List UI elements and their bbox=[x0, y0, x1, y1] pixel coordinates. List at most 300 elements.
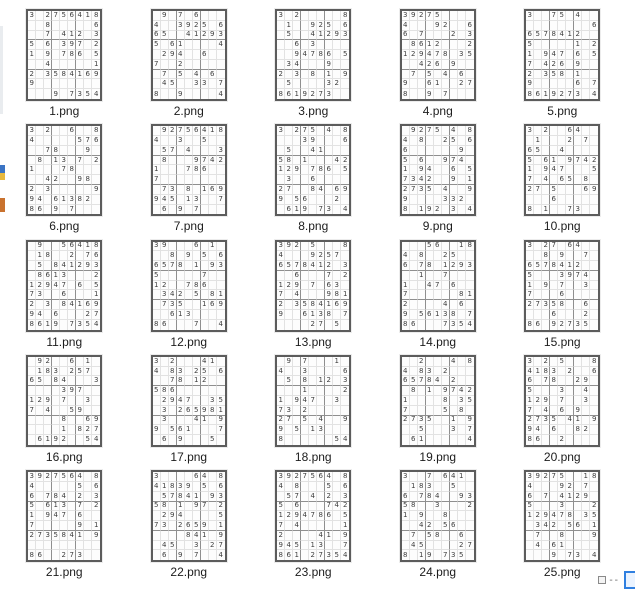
sudoku-cell: 7 bbox=[94, 425, 99, 434]
sudoku-cell bbox=[590, 482, 598, 492]
sudoku-cell bbox=[333, 60, 341, 70]
sudoku-cell bbox=[293, 31, 301, 41]
sudoku-cell bbox=[426, 541, 434, 551]
sudoku-cell bbox=[410, 492, 418, 502]
sudoku-cell: 7 bbox=[36, 531, 44, 541]
sudoku-cell bbox=[542, 531, 550, 541]
sudoku-cell bbox=[458, 60, 466, 70]
sudoku-cell: 8 bbox=[60, 416, 68, 426]
sudoku-cell: 9 bbox=[293, 396, 301, 406]
sudoku-cell bbox=[434, 482, 442, 492]
sudoku-cell: 1 bbox=[582, 472, 590, 482]
sudoku-cell: 7 bbox=[582, 482, 590, 492]
sudoku-cell bbox=[325, 320, 333, 330]
file-item[interactable] bbox=[500, 9, 625, 124]
file-item[interactable] bbox=[127, 355, 252, 470]
sudoku-cell bbox=[52, 406, 60, 416]
sudoku-cell: 1 bbox=[418, 435, 426, 445]
sudoku-cell bbox=[309, 156, 317, 166]
file-item[interactable] bbox=[376, 9, 501, 124]
sudoku-cell bbox=[574, 290, 582, 300]
file-label: 7.png bbox=[173, 219, 204, 234]
sudoku-cell: 7 bbox=[84, 367, 92, 377]
sudoku-cell: 9 bbox=[542, 281, 550, 291]
sudoku-cell: 3 bbox=[450, 195, 458, 205]
sudoku-cell: 6 bbox=[193, 126, 201, 136]
sudoku-cell: 9 bbox=[177, 89, 185, 99]
sudoku-cell: 7 bbox=[161, 70, 169, 80]
sudoku-cell: 4 bbox=[218, 40, 223, 49]
sudoku-cell: 3 bbox=[450, 205, 458, 215]
sudoku-cell bbox=[458, 165, 466, 175]
sudoku-cell: 7 bbox=[426, 126, 434, 136]
sudoku-cell bbox=[44, 521, 52, 531]
sudoku-cell: 7 bbox=[550, 242, 558, 252]
sudoku-cell: 6 bbox=[285, 550, 293, 560]
sudoku-cell bbox=[301, 79, 309, 89]
sudoku-cell: 1 bbox=[218, 521, 223, 529]
sudoku-cell: 4 bbox=[193, 70, 201, 80]
sudoku-cell: 5 bbox=[343, 511, 348, 520]
sudoku-cell: 7 bbox=[526, 60, 534, 70]
sudoku-cell: 4 bbox=[209, 156, 217, 166]
sudoku-cell bbox=[333, 175, 341, 185]
sudoku-cell bbox=[293, 21, 301, 31]
sudoku-cell: 5 bbox=[28, 40, 36, 50]
sudoku-cell: 3 bbox=[36, 290, 44, 300]
sudoku-cell bbox=[590, 242, 598, 252]
sudoku-cell bbox=[68, 502, 76, 512]
sudoku-cell bbox=[526, 550, 534, 560]
sudoku-cell: 6 bbox=[153, 31, 161, 41]
file-item[interactable] bbox=[251, 355, 376, 470]
sudoku-cell bbox=[177, 416, 185, 426]
sudoku-cell: 4 bbox=[317, 300, 325, 310]
sudoku-cell: 8 bbox=[60, 70, 68, 80]
sudoku-cell bbox=[341, 175, 349, 185]
sudoku-cell bbox=[333, 416, 341, 426]
sudoku-cell: 8 bbox=[36, 271, 44, 281]
sudoku-cell: 5 bbox=[161, 492, 169, 502]
file-item[interactable] bbox=[251, 240, 376, 355]
file-item[interactable] bbox=[376, 470, 501, 585]
sudoku-cell: 5 bbox=[201, 21, 209, 31]
sudoku-cell bbox=[84, 156, 92, 166]
sudoku-cell bbox=[52, 126, 60, 136]
sudoku-cell bbox=[466, 511, 474, 521]
sudoku-cell: 3 bbox=[28, 472, 36, 482]
sudoku-cell bbox=[209, 50, 217, 60]
sudoku-cell: 2 bbox=[574, 31, 582, 41]
sudoku-cell: 1 bbox=[52, 271, 60, 281]
sudoku-cell bbox=[76, 290, 84, 300]
sudoku-cell: 7 bbox=[402, 175, 410, 185]
sudoku-cell bbox=[84, 281, 92, 291]
sudoku-cell bbox=[402, 70, 410, 80]
sudoku-cell bbox=[185, 502, 193, 512]
sudoku-cell: 4 bbox=[301, 50, 309, 60]
sudoku-cell bbox=[450, 435, 458, 445]
file-item[interactable] bbox=[127, 124, 252, 239]
sudoku-cell: 6 bbox=[450, 521, 458, 531]
sudoku-cell bbox=[92, 511, 100, 521]
sudoku-cell: 6 bbox=[84, 70, 92, 80]
sudoku-cell bbox=[558, 550, 566, 560]
sudoku-cell bbox=[458, 367, 466, 377]
file-item[interactable] bbox=[500, 124, 625, 239]
sudoku-cell: 7 bbox=[285, 185, 293, 195]
sudoku-cell: 7 bbox=[550, 11, 558, 21]
sudoku-cell bbox=[333, 205, 341, 215]
sudoku-cell bbox=[285, 251, 293, 261]
sudoku-cell: 6 bbox=[218, 366, 223, 375]
sudoku-cell: 5 bbox=[418, 425, 426, 435]
sudoku-cell: 4 bbox=[185, 146, 193, 156]
sudoku-cell: 5 bbox=[285, 492, 293, 502]
sudoku-cell: 6 bbox=[161, 550, 169, 560]
sudoku-cell bbox=[285, 367, 293, 377]
sudoku-cell: 4 bbox=[153, 367, 161, 377]
sudoku-cell bbox=[534, 251, 542, 261]
sudoku-cell bbox=[201, 205, 209, 215]
sudoku-cell bbox=[309, 435, 317, 445]
file-item[interactable] bbox=[127, 470, 252, 585]
sudoku-cell: 2 bbox=[277, 531, 285, 541]
sudoku-cell: 6 bbox=[201, 165, 209, 175]
sudoku-cell bbox=[325, 521, 333, 531]
sudoku-cell: 6 bbox=[418, 156, 426, 166]
sudoku-cell: 3 bbox=[467, 30, 472, 39]
sudoku-cell: 2 bbox=[60, 550, 68, 560]
sudoku-cell bbox=[550, 435, 558, 445]
sudoku-cell: 6 bbox=[558, 290, 566, 300]
sudoku-cell bbox=[426, 146, 434, 156]
file-item[interactable] bbox=[2, 470, 127, 585]
sudoku-cell: 5 bbox=[467, 396, 472, 404]
sudoku-cell: 3 bbox=[550, 367, 558, 377]
sudoku-cell bbox=[534, 310, 542, 320]
sudoku-cell: 4 bbox=[28, 136, 36, 146]
sudoku-cell bbox=[450, 146, 458, 156]
sudoku-cell: 7 bbox=[60, 396, 68, 406]
sudoku-cell bbox=[285, 70, 293, 80]
sudoku-cell bbox=[534, 550, 542, 560]
sudoku-cell bbox=[317, 70, 325, 80]
sudoku-cell bbox=[293, 406, 301, 416]
sudoku-cell bbox=[325, 416, 333, 426]
sudoku-cell bbox=[458, 482, 466, 492]
sudoku-cell bbox=[44, 541, 52, 551]
sudoku-cell bbox=[277, 320, 285, 330]
sudoku-cell bbox=[566, 502, 574, 512]
sudoku-cell: 3 bbox=[333, 396, 341, 406]
sudoku-cell: 9 bbox=[293, 165, 301, 175]
sudoku-cell bbox=[458, 31, 466, 41]
sudoku-cell: 6 bbox=[68, 472, 76, 482]
sudoku-cell bbox=[285, 40, 293, 50]
sudoku-cell: 6 bbox=[325, 50, 333, 60]
sudoku-cell: 1 bbox=[277, 281, 285, 291]
sudoku-thumbnail bbox=[524, 355, 600, 447]
sudoku-cell bbox=[68, 21, 76, 31]
sudoku-cell bbox=[317, 60, 325, 70]
file-item[interactable] bbox=[251, 124, 376, 239]
sudoku-cell bbox=[277, 50, 285, 60]
sudoku-cell bbox=[542, 271, 550, 281]
sudoku-cell: 9 bbox=[418, 511, 426, 521]
sudoku-cell bbox=[341, 281, 349, 291]
sudoku-cell bbox=[582, 550, 590, 560]
file-item[interactable] bbox=[127, 240, 252, 355]
sudoku-cell bbox=[153, 50, 161, 60]
sudoku-cell: 6 bbox=[52, 195, 60, 205]
sudoku-cell: 8 bbox=[193, 281, 201, 291]
sudoku-cell: 8 bbox=[52, 261, 60, 271]
sudoku-cell: 5 bbox=[558, 357, 566, 367]
sudoku-cell bbox=[301, 271, 309, 281]
sudoku-cell: 2 bbox=[458, 79, 466, 89]
sudoku-cell bbox=[418, 386, 426, 396]
sudoku-cell bbox=[209, 386, 217, 396]
sudoku-cell: 2 bbox=[177, 60, 185, 70]
sudoku-cell bbox=[434, 367, 442, 377]
sudoku-cell bbox=[534, 502, 542, 512]
sudoku-cell bbox=[434, 357, 442, 367]
sudoku-cell: 9 bbox=[36, 472, 44, 482]
sudoku-cell bbox=[582, 502, 590, 512]
sudoku-cell bbox=[450, 541, 458, 551]
sudoku-cell bbox=[28, 271, 36, 281]
file-label: 5.png bbox=[547, 104, 578, 118]
sudoku-cell bbox=[277, 40, 285, 50]
sudoku-cell: 4 bbox=[317, 185, 325, 195]
sudoku-cell: 6 bbox=[209, 70, 217, 80]
file-label: 9.png bbox=[422, 219, 453, 234]
sudoku-cell bbox=[426, 425, 434, 435]
sudoku-cell bbox=[317, 386, 325, 396]
file-item[interactable] bbox=[2, 355, 127, 470]
sudoku-cell: 5 bbox=[550, 300, 558, 310]
sudoku-cell bbox=[177, 281, 185, 291]
sudoku-cell bbox=[410, 261, 418, 271]
sudoku-cell bbox=[434, 320, 442, 330]
sudoku-cell bbox=[590, 541, 598, 551]
sudoku-cell bbox=[60, 357, 68, 367]
sudoku-cell: 2 bbox=[285, 281, 293, 291]
sudoku-cell bbox=[293, 156, 301, 166]
file-item[interactable] bbox=[2, 124, 127, 239]
file-item[interactable] bbox=[2, 9, 127, 124]
sudoku-cell bbox=[341, 320, 349, 330]
sudoku-cell: 1 bbox=[309, 425, 317, 435]
sudoku-thumbnail bbox=[400, 9, 476, 101]
sudoku-cell: 2 bbox=[161, 396, 169, 406]
sudoku-cell bbox=[84, 406, 92, 416]
sudoku-cell: 9 bbox=[28, 79, 36, 89]
sudoku-cell: 9 bbox=[44, 50, 52, 60]
sudoku-cell bbox=[450, 502, 458, 512]
sudoku-cell bbox=[169, 205, 177, 215]
file-label: 1.png bbox=[49, 104, 80, 118]
sudoku-cell: 5 bbox=[293, 425, 301, 435]
sudoku-cell: 9 bbox=[36, 242, 44, 252]
sudoku-cell bbox=[566, 50, 574, 60]
sudoku-cell bbox=[76, 416, 84, 426]
sudoku-cell bbox=[177, 472, 185, 482]
sudoku-cell bbox=[325, 541, 333, 551]
sudoku-cell: 8 bbox=[434, 531, 442, 541]
sudoku-cell: 5 bbox=[209, 435, 217, 445]
sudoku-cell: 1 bbox=[402, 50, 410, 60]
sudoku-cell: 3 bbox=[343, 491, 348, 500]
sudoku-cell: 5 bbox=[526, 40, 534, 50]
sudoku-cell: 6 bbox=[550, 195, 558, 205]
sudoku-cell bbox=[333, 70, 341, 80]
sudoku-cell: 9 bbox=[277, 425, 285, 435]
sudoku-cell: 7 bbox=[309, 396, 317, 406]
sudoku-cell bbox=[28, 89, 36, 99]
file-item[interactable] bbox=[2, 240, 127, 355]
sudoku-cell bbox=[60, 251, 68, 261]
sudoku-cell bbox=[426, 396, 434, 406]
sudoku-cell bbox=[301, 281, 309, 291]
file-item[interactable] bbox=[376, 355, 501, 470]
sudoku-cell: 7 bbox=[153, 60, 161, 70]
sudoku-cell bbox=[317, 175, 325, 185]
sudoku-cell: 8 bbox=[343, 11, 348, 19]
sudoku-cell: 7 bbox=[60, 165, 68, 175]
file-grid bbox=[2, 9, 632, 585]
sudoku-cell: 4 bbox=[60, 376, 68, 386]
sudoku-cell: 1 bbox=[201, 300, 209, 310]
sudoku-cell bbox=[201, 320, 209, 330]
sudoku-cell: 9 bbox=[582, 492, 590, 502]
clipped-blue-box-icon[interactable] bbox=[624, 571, 635, 589]
sudoku-cell: 5 bbox=[426, 531, 434, 541]
sudoku-cell: 3 bbox=[434, 502, 442, 512]
sudoku-cell: 4 bbox=[343, 204, 348, 213]
sudoku-cell bbox=[341, 357, 349, 367]
sudoku-cell bbox=[534, 11, 542, 21]
sudoku-cell bbox=[169, 521, 177, 531]
sudoku-cell bbox=[217, 357, 225, 367]
file-item[interactable] bbox=[500, 240, 625, 355]
sudoku-cell bbox=[301, 242, 309, 252]
sudoku-cell: 9 bbox=[550, 320, 558, 330]
sudoku-cell bbox=[285, 386, 293, 396]
sudoku-cell bbox=[84, 386, 92, 396]
sudoku-cell: 3 bbox=[44, 531, 52, 541]
sudoku-thumbnail bbox=[26, 9, 102, 101]
sudoku-cell bbox=[60, 205, 68, 215]
sudoku-cell bbox=[442, 531, 450, 541]
file-item[interactable] bbox=[500, 355, 625, 470]
file-item[interactable] bbox=[500, 470, 625, 585]
sudoku-cell bbox=[44, 290, 52, 300]
sudoku-cell bbox=[201, 396, 209, 406]
sudoku-cell: 8 bbox=[558, 300, 566, 310]
sudoku-cell: 8 bbox=[402, 89, 410, 99]
sudoku-cell bbox=[301, 290, 309, 300]
sudoku-cell bbox=[185, 472, 193, 482]
sudoku-cell: 8 bbox=[418, 251, 426, 261]
sudoku-cell bbox=[566, 310, 574, 320]
sudoku-cell: 8 bbox=[60, 531, 68, 541]
sudoku-thumbnail bbox=[524, 240, 600, 332]
file-item[interactable] bbox=[376, 240, 501, 355]
sudoku-thumbnail bbox=[275, 470, 351, 562]
sudoku-cell: 9 bbox=[52, 89, 60, 99]
sudoku-cell: 5 bbox=[94, 50, 99, 58]
sudoku-cell: 6 bbox=[434, 242, 442, 252]
sudoku-cell: 7 bbox=[526, 290, 534, 300]
sudoku-cell bbox=[590, 195, 598, 205]
sudoku-cell bbox=[169, 60, 177, 70]
sudoku-cell: 4 bbox=[442, 70, 450, 80]
sudoku-cell: 7 bbox=[84, 136, 92, 146]
file-item[interactable] bbox=[127, 9, 252, 124]
sudoku-cell: 5 bbox=[592, 165, 597, 174]
sudoku-cell: 9 bbox=[44, 511, 52, 521]
sudoku-cell: 9 bbox=[526, 425, 534, 435]
file-label: 16.png bbox=[45, 449, 83, 464]
sudoku-cell bbox=[193, 425, 201, 435]
sudoku-cell bbox=[76, 435, 84, 445]
sudoku-cell bbox=[550, 136, 558, 146]
file-item[interactable] bbox=[251, 9, 376, 124]
sudoku-cell bbox=[60, 79, 68, 89]
sudoku-cell bbox=[466, 251, 474, 261]
sudoku-cell: 1 bbox=[209, 242, 217, 252]
sudoku-cell bbox=[76, 146, 84, 156]
sudoku-cell: 2 bbox=[343, 501, 348, 510]
file-item[interactable] bbox=[251, 470, 376, 585]
sudoku-cell: 7 bbox=[558, 511, 566, 521]
sudoku-cell bbox=[341, 89, 349, 99]
sudoku-cell bbox=[458, 185, 466, 195]
sudoku-cell bbox=[217, 242, 225, 252]
sudoku-cell: 7 bbox=[201, 502, 209, 512]
file-label: 20.png bbox=[543, 449, 581, 464]
sudoku-cell bbox=[169, 31, 177, 41]
sudoku-cell: 4 bbox=[317, 531, 325, 541]
sudoku-cell bbox=[193, 357, 201, 367]
file-label: 14.png bbox=[419, 334, 457, 349]
sudoku-cell bbox=[566, 406, 574, 416]
sudoku-cell bbox=[402, 541, 410, 551]
sudoku-cell bbox=[325, 195, 333, 205]
sudoku-cell bbox=[566, 146, 574, 156]
sudoku-cell: 3 bbox=[333, 281, 341, 291]
sudoku-cell: 1 bbox=[325, 70, 333, 80]
sudoku-cell bbox=[542, 320, 550, 330]
file-item[interactable] bbox=[376, 124, 501, 239]
sudoku-cell: 4 bbox=[153, 21, 161, 31]
sudoku-cell bbox=[193, 146, 201, 156]
sudoku-cell: 7 bbox=[301, 472, 309, 482]
sudoku-cell bbox=[590, 11, 598, 21]
sudoku-cell bbox=[84, 271, 92, 281]
sudoku-cell bbox=[410, 156, 418, 166]
sudoku-cell bbox=[201, 541, 209, 551]
sudoku-cell: 7 bbox=[325, 271, 333, 281]
sudoku-cell: 3 bbox=[426, 482, 434, 492]
sudoku-cell bbox=[52, 290, 60, 300]
sudoku-cell: 5 bbox=[534, 146, 542, 156]
sudoku-cell: 5 bbox=[526, 386, 534, 396]
sudoku-cell: 2 bbox=[177, 406, 185, 416]
sudoku-cell bbox=[301, 492, 309, 502]
